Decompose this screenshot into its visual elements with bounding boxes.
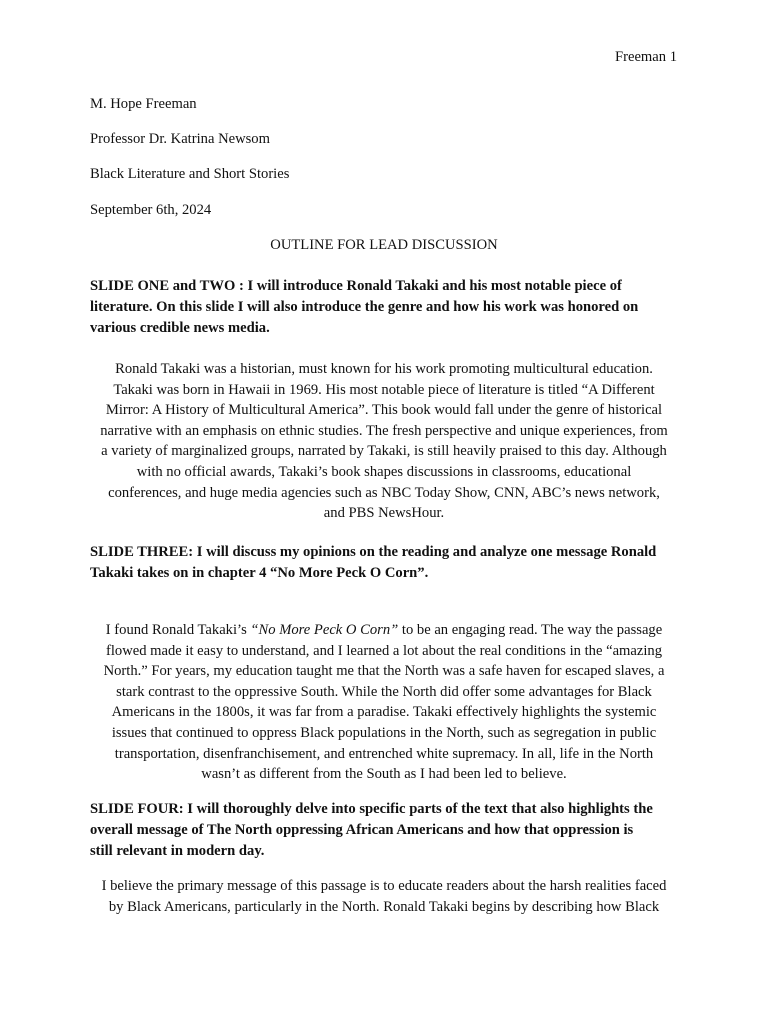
- paragraph-line: narrative with an emphasis on ethnic studies. The fresh perspective and unique experiences, from: [100, 422, 668, 439]
- paragraph-slide-three: [86, 620, 682, 785]
- heading-line: SLIDE ONE and TWO : I will introduce Ronald Takaki and his most notable piece of: [90, 278, 622, 294]
- author-name: M. Hope Freeman: [90, 96, 197, 112]
- section-heading-slide-four: [90, 799, 682, 862]
- heading-line: overall message of The North oppressing African Americans and how that oppression is: [90, 822, 634, 838]
- paragraph-line: I believe the primary message of this passage is to educate readers about the harsh realities faced: [101, 878, 667, 894]
- paragraph-slide-one-two: [86, 359, 682, 524]
- paragraph-line: North.” For years, my education taught me that the North was a safe haven for escaped slaves, a: [103, 663, 665, 680]
- page-header: Freeman 1: [614, 49, 677, 65]
- paragraph-line: Ronald Takaki was a historian, must known for his work promoting multicultural education.: [115, 361, 653, 377]
- heading-line: various credible news media.: [90, 320, 270, 336]
- heading-line: Takaki takes on in chapter 4 “No More Peck O Corn”.: [90, 565, 429, 581]
- paragraph-line: conferences, and huge media agencies such as NBC Today Show, CNN, ABC’s news network,: [108, 484, 660, 501]
- paragraph-line: transportation, disenfranchisement, and entrenched white supremacy. In all, life in the North: [114, 745, 654, 762]
- paragraph-line: issues that continued to oppress Black populations in the North, such as segregation in public: [111, 724, 657, 741]
- paragraph-line: and PBS NewsHour.: [323, 505, 445, 522]
- paragraph-line: flowed made it easy to understand, and I learned a lot about the real conditions in the “amazing: [106, 642, 662, 659]
- paragraph-slide-four: [86, 876, 682, 917]
- document-title: OUTLINE FOR LEAD DISCUSSION: [270, 237, 498, 253]
- heading-line: SLIDE THREE: I will discuss my opinions on the reading and analyze one message Ronald: [90, 544, 657, 560]
- professor-name: Professor Dr. Katrina Newsom: [90, 131, 270, 147]
- heading-line: literature. On this slide I will also introduce the genre and how his work was honored on: [90, 299, 639, 315]
- heading-line: still relevant in modern day.: [90, 843, 265, 859]
- section-heading-slide-three: [90, 542, 682, 584]
- paragraph-line: Americans in the 1800s, it was far from a paradise. Takaki effectively highlights the systemic: [111, 704, 657, 721]
- paragraph-line: stark contrast to the oppressive South. While the North did offer some advantages for Black: [116, 683, 652, 700]
- document-date: September 6th, 2024: [90, 202, 212, 218]
- paragraph-line: with no official awards, Takaki’s book shapes discussions in classrooms, educational: [136, 463, 632, 480]
- section-heading-slide-one-two: [90, 276, 682, 339]
- paragraph-line: [86, 620, 682, 641]
- paragraph-line: wasn’t as different from the South as I had been led to believe.: [201, 766, 567, 783]
- paragraph-line-prefix: I found Ronald Takaki’s: [105, 622, 251, 638]
- chapter-title-italic: “No More Peck O Corn”: [250, 622, 399, 638]
- heading-line: SLIDE FOUR: I will thoroughly delve into specific parts of the text that also highlights the: [90, 801, 653, 817]
- paragraph-line: a variety of marginalized groups, narrated by Takaki, is still heavily praised to this day. Although: [101, 443, 667, 460]
- paragraph-line-suffix: to be an engaging read. The way the passage: [398, 622, 663, 638]
- paragraph-line: Mirror: A History of Multicultural America”. This book would fall under the genre of historical: [105, 402, 663, 419]
- paragraph-line: by Black Americans, particularly in the North. Ronald Takaki begins by describing how Black: [108, 898, 660, 915]
- course-name: Black Literature and Short Stories: [90, 166, 290, 182]
- paragraph-line: Takaki was born in Hawaii in 1969. His most notable piece of literature is titled “A Different: [113, 381, 655, 398]
